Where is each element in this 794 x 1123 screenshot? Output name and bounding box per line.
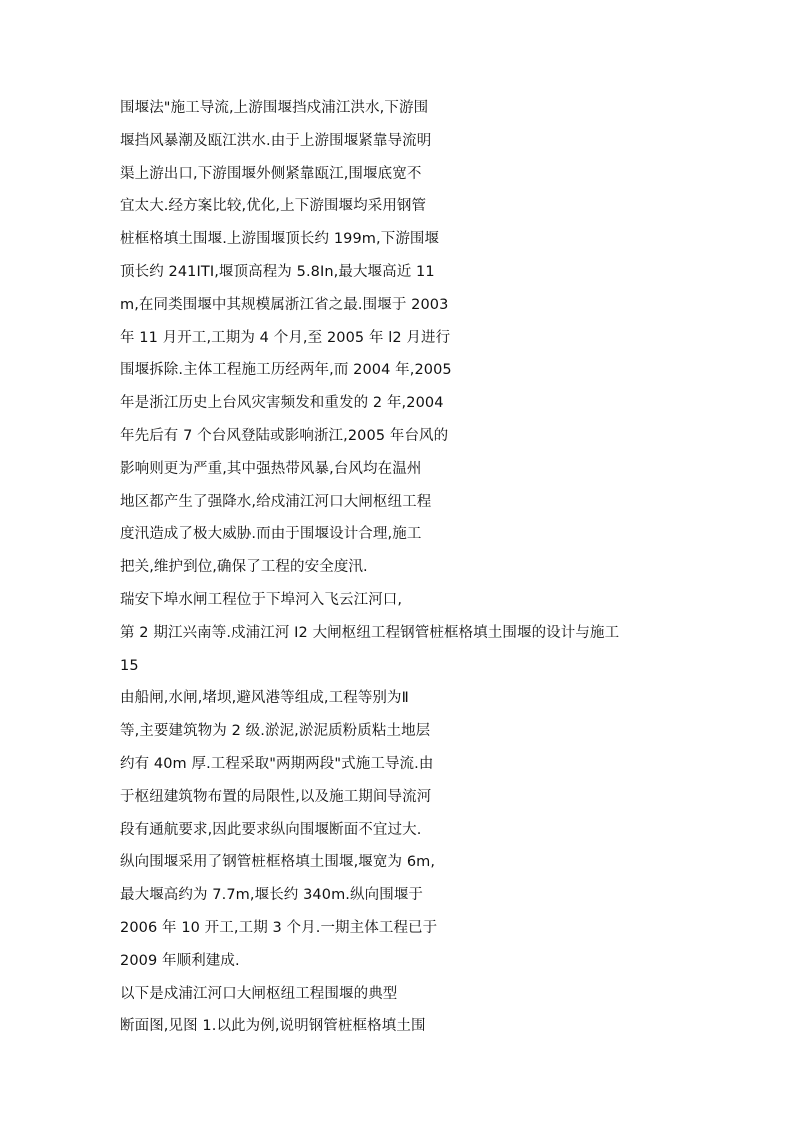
page-number: 15 [120,657,139,674]
text-line: 地区都产生了强降水,给戍浦江河口大闸枢纽工程 [120,493,432,510]
body-text [120,92,780,1043]
text-line: 纵向围堰采用了钢管桩框格填土围堰,堰宽为 6m, [120,854,436,871]
text-line: 由船闸,水闸,堵坝,避风港等组成,工程等别为Ⅱ [120,690,409,707]
text-line: 段有通航要求,因此要求纵向围堰断面不宜过大. [120,821,422,838]
text-line: 2006 年 10 开工,工期 3 个月.一期主体工程已于 [120,919,438,936]
text-line: 年 11 月开工,工期为 4 个月,至 2005 年 l2 月进行 [120,329,451,346]
text-line: 年是浙江历史上台风灾害频发和重发的 2 年,2004 [120,395,444,412]
text-line: 度汛造成了极大威胁.而由于围堰设计合理,施工 [120,526,422,543]
text-line: 影响则更为严重,其中强热带风暴,台风均在温州 [120,460,422,477]
running-header: 第 2 期江兴南等.戍浦江河 I2 大闸枢纽工程钢管桩框格填土围堰的设计与施工 [120,624,620,641]
text-line: 顶长约 241ITI,堰顶高程为 5.8In,最大堰高近 11 [120,263,435,280]
text-line: 堰挡风暴潮及瓯江洪水.由于上游围堰紧靠导流明 [120,132,432,149]
text-line: 把关,维护到位,确保了工程的安全度汛. [120,559,368,576]
text-line: 围堰法"施工导流,上游围堰挡戍浦江洪水,下游围 [120,100,429,116]
text-line: 围堰拆除.主体工程施工历经两年,而 2004 年,2005 [120,362,452,379]
text-line: 年先后有 7 个台风登陆或影响浙江,2005 年台风的 [120,427,449,444]
text-line: 桩框格填土围堰.上游围堰顶长约 199m,下游围堰 [120,231,440,248]
text-line: 瑞安下埠水闸工程位于下埠河入飞云江河口, [120,591,403,608]
text-line: m,在同类围堰中其规模属浙江省之最.围堰于 2003 [120,296,449,313]
text-line: 等,主要建筑物为 2 级.淤泥,淤泥质粉质粘土地层 [120,723,431,740]
text-line: 2009 年顺利建成. [120,952,240,969]
text-line: 渠上游出口,下游围堰外侧紧靠瓯江,围堰底宽不 [120,165,422,182]
text-line: 宜太大.经方案比较,优化,上下游围堰均采用钢管 [120,198,427,215]
text-line: 最大堰高约为 7.7m,堰长约 340m.纵向围堰于 [120,887,424,904]
text-line: 断面图,见图 1.以此为例,说明钢管桩框格填土围 [120,1018,426,1035]
text-line: 以下是戍浦江河口大闸枢纽工程围堰的典型 [120,985,398,1002]
text-line: 约有 40m 厚.工程采取"两期两段"式施工导流.由 [120,755,434,772]
text-line: 于枢纽建筑物布置的局限性,以及施工期间导流河 [120,788,432,805]
